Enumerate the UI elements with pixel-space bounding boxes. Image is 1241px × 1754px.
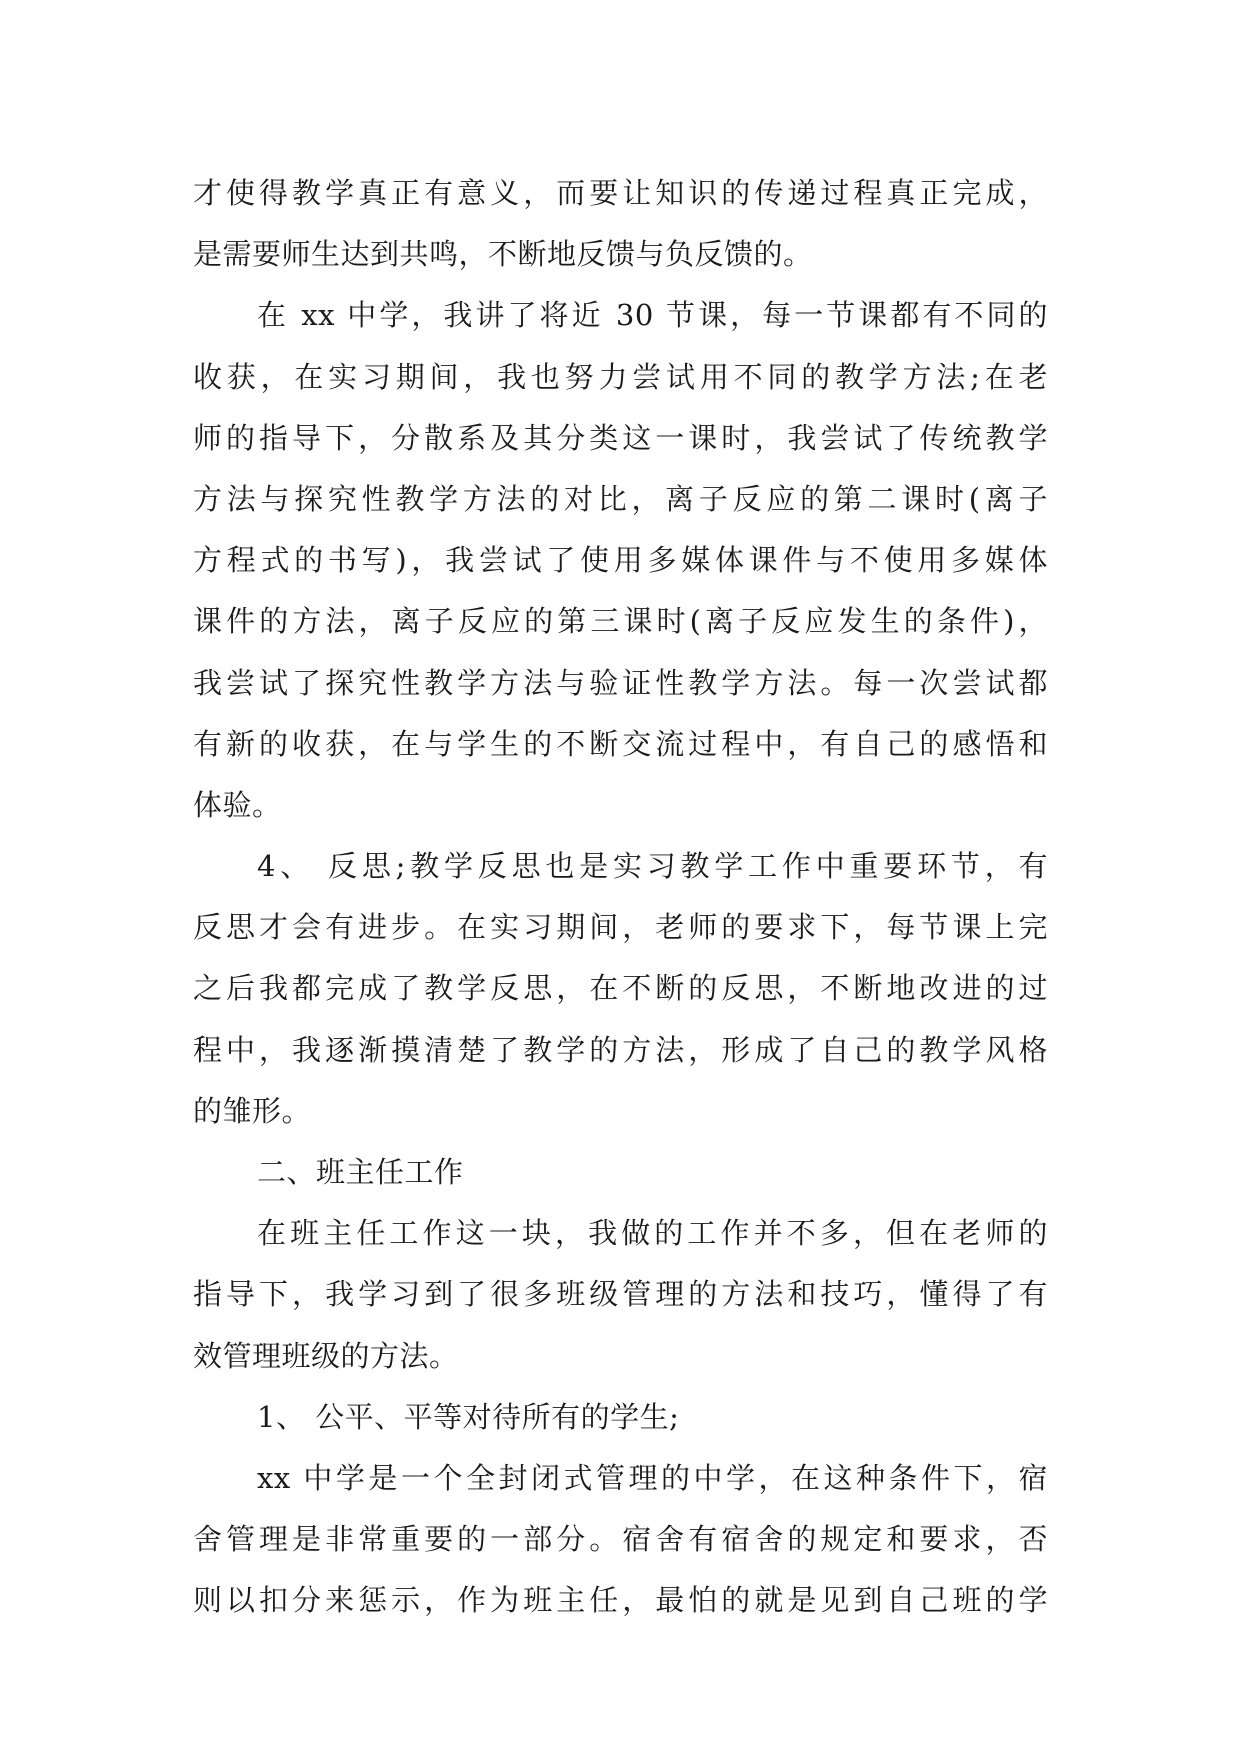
text-line: 舍管理是非常重要的一部分。宿舍有宿舍的规定和要求，否 xyxy=(193,1522,1048,1557)
section-heading: 二、班主任工作 xyxy=(257,1155,464,1189)
body-text xyxy=(193,163,1048,1632)
text-line: 在班主任工作这一块，我做的工作并不多，但在老师的 xyxy=(257,1216,1048,1251)
text-line: 的雏形。 xyxy=(193,1093,312,1128)
text-line: 在 xx 中学，我讲了将近 30 节课，每一节课都有不同的 xyxy=(257,298,1048,333)
text-line: 效管理班级的方法。 xyxy=(193,1338,459,1373)
text-line: 程中，我逐渐摸清楚了教学的方法，形成了自己的教学风格 xyxy=(193,1032,1048,1067)
text-line: 指导下，我学习到了很多班级管理的方法和技巧，懂得了有 xyxy=(193,1277,1048,1312)
text-line: 之后我都完成了教学反思，在不断的反思，不断地改进的过 xyxy=(193,971,1048,1006)
list-item-heading: 1、 公平、平等对待所有的学生; xyxy=(257,1399,680,1434)
text-line: 方法与探究性教学方法的对比，离子反应的第二课时(离子 xyxy=(193,481,1048,516)
text-line: 则以扣分来惩示，作为班主任，最怕的就是见到自己班的学 xyxy=(193,1583,1048,1618)
text-line: 师的指导下，分散系及其分类这一课时，我尝试了传统教学 xyxy=(193,420,1048,455)
text-line: 收获，在实习期间，我也努力尝试用不同的教学方法;在老 xyxy=(193,359,1048,394)
text-line: 是需要师生达到共鸣，不断地反馈与负反馈的。 xyxy=(193,237,813,272)
text-line: 课件的方法，离子反应的第三课时(离子反应发生的条件)， xyxy=(193,604,1048,639)
text-line: 方程式的书写)，我尝试了使用多媒体课件与不使用多媒体 xyxy=(193,543,1048,578)
text-line: 反思才会有进步。在实习期间，老师的要求下，每节课上完 xyxy=(193,910,1048,945)
text-line: 有新的收获，在与学生的不断交流过程中，有自己的感悟和 xyxy=(193,726,1048,761)
text-line: 我尝试了探究性教学方法与验证性教学方法。每一次尝试都 xyxy=(193,665,1048,700)
text-line: 才使得教学真正有意义，而要让知识的传递过程真正完成， xyxy=(193,176,1048,210)
text-line: 体验。 xyxy=(193,787,282,822)
text-line: 4、 反思;教学反思也是实习教学工作中重要环节，有 xyxy=(257,849,1048,884)
text-line: xx 中学是一个全封闭式管理的中学，在这种条件下，宿 xyxy=(257,1460,1048,1495)
